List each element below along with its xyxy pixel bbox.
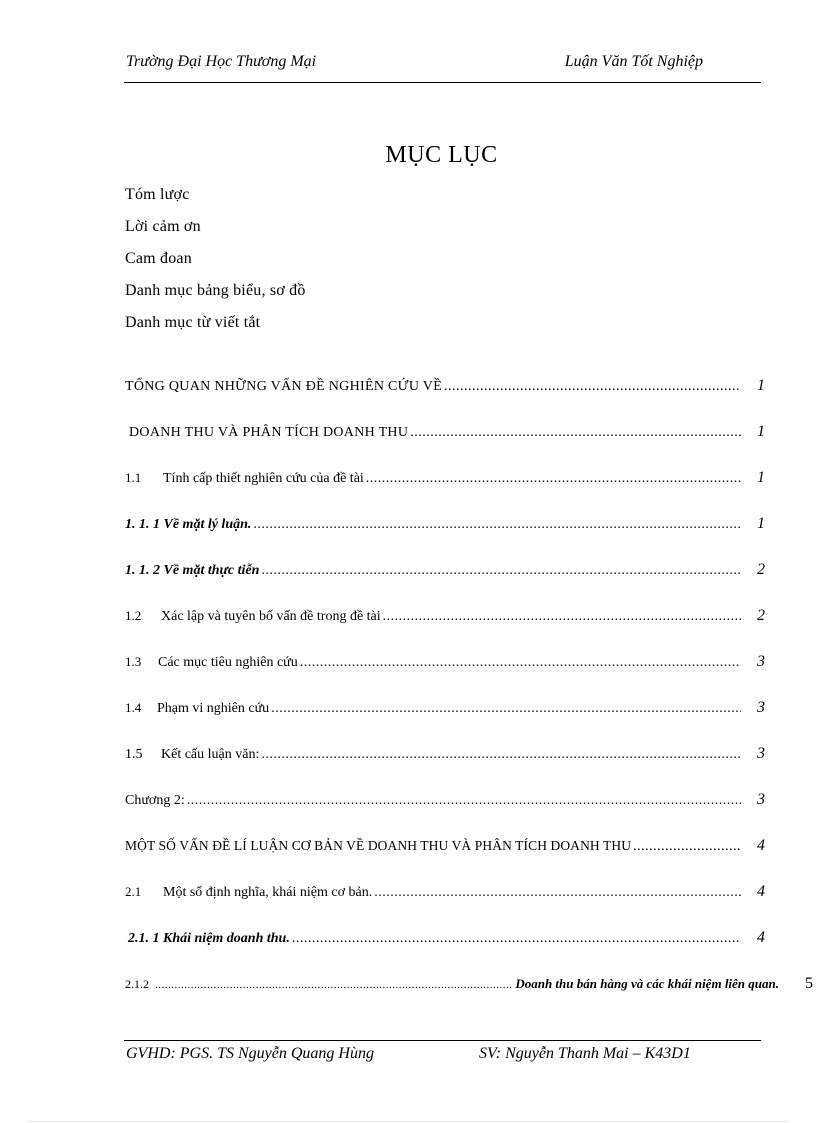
toc-entry-label: TỔNG QUAN NHỮNG VẤN ĐỀ NGHIÊN CỨU VỀ bbox=[125, 379, 443, 394]
toc-entry-label: Chương 2: bbox=[125, 793, 185, 808]
toc-entry-label: MỘT SỐ VẤN ĐỀ LÍ LUẬN CƠ BẢN VỀ DOANH THU VÀ PHÂN TÍCH DOANH THU bbox=[125, 838, 632, 853]
toc-entry-label: 1. 1. 2 Về mặt thực tiễn bbox=[125, 563, 260, 578]
prelim-item[interactable]: Cam đoan bbox=[125, 250, 192, 267]
header-university: Trường Đại Học Thương Mại bbox=[126, 53, 317, 70]
toc-entry-label: Xác lập và tuyên bố vấn đề trong đề tài bbox=[161, 609, 381, 624]
footer-advisor: GVHD: PGS. TS Nguyễn Quang Hùng bbox=[126, 1045, 374, 1062]
toc-entry-number: 2.1.2 bbox=[125, 977, 149, 991]
prelim-item[interactable]: Lời cảm ơn bbox=[125, 218, 201, 235]
toc-leader-dots bbox=[444, 379, 741, 395]
toc-entry-page: 2 bbox=[757, 607, 765, 624]
toc-leader-dots bbox=[271, 701, 741, 717]
toc-entry-page: 1 bbox=[757, 469, 765, 486]
header-doc-type: Luận Văn Tốt Nghiệp bbox=[564, 53, 703, 70]
footer-student: SV: Nguyễn Thanh Mai – K43D1 bbox=[479, 1045, 691, 1062]
toc-entry-label: 1. 1. 1 Về mặt lý luận. bbox=[125, 517, 252, 532]
toc-entry[interactable] bbox=[125, 377, 765, 399]
toc-entry-number: 1.2 bbox=[125, 608, 142, 623]
toc-leader-dots bbox=[374, 885, 741, 901]
toc-entry-label: DOANH THU VÀ PHÂN TÍCH DOANH THU bbox=[129, 425, 409, 440]
toc-entry-page: 4 bbox=[757, 837, 765, 854]
toc-entry-page: 1 bbox=[757, 515, 765, 532]
toc-entry[interactable] bbox=[125, 883, 765, 905]
toc-entry-number: 1.5 bbox=[125, 747, 143, 762]
toc-entry-page: 3 bbox=[757, 699, 765, 716]
toc-entry-page: 5 bbox=[805, 975, 813, 992]
toc-entry-label: Kết cấu luận văn: bbox=[161, 747, 260, 762]
toc-entry[interactable] bbox=[125, 515, 765, 537]
toc-entry[interactable] bbox=[128, 929, 765, 951]
toc-leader-dots bbox=[187, 793, 741, 809]
page-footer bbox=[124, 1040, 761, 1062]
toc-entry-label: Một số định nghĩa, khái niệm cơ bản. bbox=[163, 885, 373, 900]
toc-entry-label: Doanh thu bán hàng và các khái niệm liên quan. bbox=[515, 976, 779, 991]
page-header bbox=[124, 50, 761, 83]
toc-leader-dots bbox=[155, 979, 513, 991]
toc-leader-dots bbox=[253, 517, 741, 533]
toc-entry[interactable] bbox=[125, 561, 765, 583]
toc-entry[interactable] bbox=[125, 745, 765, 767]
toc-entry[interactable] bbox=[125, 699, 765, 721]
toc-entry[interactable] bbox=[125, 975, 813, 997]
toc-entry-page: 3 bbox=[757, 791, 765, 808]
toc-entry-number: 1.1 bbox=[125, 470, 142, 485]
toc-leader-dots bbox=[261, 563, 741, 579]
toc-entry[interactable] bbox=[129, 423, 765, 445]
toc-entry[interactable] bbox=[125, 837, 765, 859]
toc-entry-page: 2 bbox=[757, 561, 765, 578]
page-title: MỤC LỤC bbox=[385, 142, 498, 168]
toc-entry-label: Phạm vi nghiên cứu bbox=[157, 701, 270, 716]
toc-leader-dots bbox=[633, 839, 741, 855]
toc-entry-number: 1.4 bbox=[125, 700, 142, 715]
toc-entry-label: Các mục tiêu nghiên cứu bbox=[158, 655, 298, 670]
prelim-item[interactable]: Tóm lược bbox=[125, 186, 190, 203]
toc-leader-dots bbox=[410, 425, 741, 441]
page-bottom-divider bbox=[28, 1121, 788, 1122]
prelim-item[interactable]: Danh mục bảng biểu, sơ đồ bbox=[125, 282, 306, 299]
prelim-item[interactable]: Danh mục từ viết tắt bbox=[125, 314, 261, 331]
toc-leader-dots bbox=[292, 931, 741, 947]
toc-entry[interactable] bbox=[125, 791, 765, 813]
toc-entry-label: Tính cấp thiết nghiên cứu của đề tài bbox=[163, 471, 364, 486]
toc-leader-dots bbox=[366, 471, 741, 487]
toc-entry-page: 3 bbox=[757, 745, 765, 762]
toc-entry-page: 4 bbox=[757, 929, 765, 946]
toc-entry-number: 1.3 bbox=[125, 654, 142, 669]
toc-entry-label: 2.1. 1 Khái niệm doanh thu. bbox=[128, 931, 290, 946]
toc-entry-page: 4 bbox=[757, 883, 765, 900]
toc-entry-page: 1 bbox=[757, 377, 765, 394]
toc-leader-dots bbox=[300, 655, 741, 671]
toc-entry-page: 3 bbox=[757, 653, 765, 670]
toc-entry[interactable] bbox=[125, 469, 765, 491]
toc-entry[interactable] bbox=[125, 607, 765, 629]
toc-entry-page: 1 bbox=[757, 423, 765, 440]
toc-leader-dots bbox=[261, 747, 741, 763]
toc-leader-dots bbox=[383, 609, 741, 625]
toc-entry[interactable] bbox=[125, 653, 765, 675]
toc-entry-number: 2.1 bbox=[125, 884, 142, 899]
